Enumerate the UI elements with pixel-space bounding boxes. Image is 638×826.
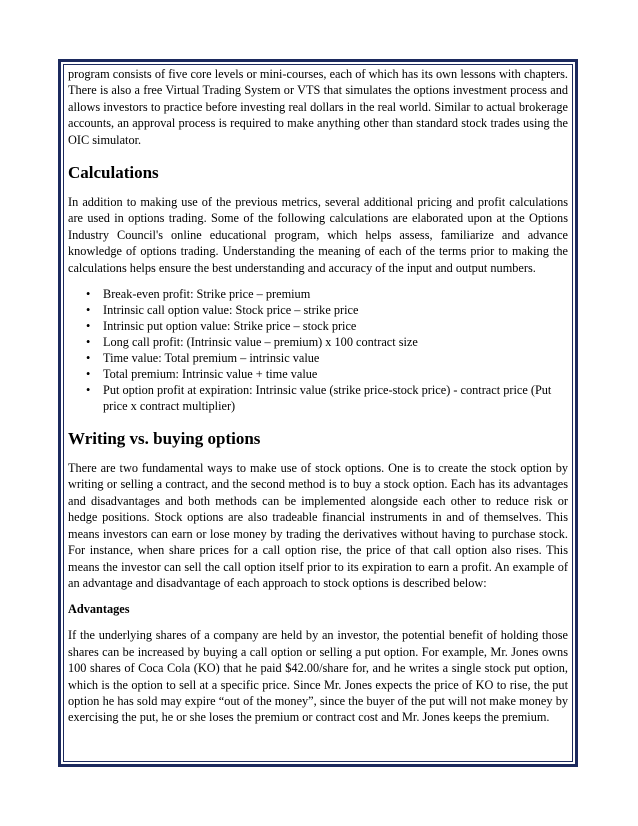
calculations-paragraph: In addition to making use of the previous metrics, several additional pricing and profit calculations are used in options trading. Some of the following calculations are elaborated upon at the Options Industry Council's online educational program, which helps assess, familiarize and advance knowledge of options trading. Understanding the meaning of each of the terms prior to making the calculations helps ensure the best understanding and accuracy of the input and output numbers. <box>68 195 568 275</box>
list-item-text: Put option profit at expiration: Intrinsic value (strike price-stock price) - contract price (Put price x contract multiplier) <box>103 383 552 414</box>
list-item <box>68 382 568 414</box>
list-item-text: Intrinsic call option value: Stock price – strike price <box>103 303 359 318</box>
list-item-text: Intrinsic put option value: Strike price – stock price <box>103 319 357 334</box>
list-item-text: Long call profit: (Intrinsic value – premium) x 100 contract size <box>103 335 418 350</box>
document-body <box>68 66 568 726</box>
calculations-list <box>68 286 568 414</box>
list-item <box>68 302 568 318</box>
list-item <box>68 366 568 382</box>
writing-vs-buying-heading: Writing vs. buying options <box>68 429 261 449</box>
bullet-icon: • <box>86 303 91 318</box>
bullet-icon: • <box>86 287 91 302</box>
bullet-icon: • <box>86 351 91 366</box>
calculations-heading: Calculations <box>68 163 159 183</box>
bullet-icon: • <box>86 367 91 382</box>
advantages-heading: Advantages <box>68 602 130 617</box>
bullet-icon: • <box>86 319 91 334</box>
list-item-text: Total premium: Intrinsic value + time value <box>103 367 318 382</box>
bullet-icon: • <box>86 383 91 398</box>
list-item <box>68 350 568 366</box>
list-item <box>68 318 568 334</box>
list-item-text: Break-even profit: Strike price – premium <box>103 287 311 302</box>
bullet-icon: • <box>86 335 91 350</box>
list-item-text: Time value: Total premium – intrinsic value <box>103 351 320 366</box>
advantages-paragraph: If the underlying shares of a company are held by an investor, the potential benefit of holding those shares can be increased by buying a call option or selling a put option. For example, Mr. Jones owns 100 shares of Coca Cola (KO) that he paid $42.00/share for, and he writes a single stock put option, which is the option to sell at a specific price. Since Mr. Jones expects the price of KO to rise, the put option he has sold may expire “out of the money”, since the buyer of the put will not make money by exercising the put, he or she loses the premium or contract cost and Mr. Jones keeps the premium. <box>68 628 568 725</box>
intro-paragraph: program consists of five core levels or mini-courses, each of which has its own lessons with chapters. There is also a free Virtual Trading System or VTS that simulates the options investment process and allows investors to practice before investing real dollars in the real world. Similar to actual brokerage accounts, an approval process is required to make anything other than standard stock trades using the OIC simulator. <box>68 67 568 147</box>
list-item <box>68 286 568 302</box>
writing-vs-buying-paragraph: There are two fundamental ways to make use of stock options. One is to create the stock option by writing or selling a contract, and the second method is to buy a stock option. Each has its advantages and disadvantages and both methods can be implemented alongside each other to reduce risk or hedge positions. Stock options are also tradeable financial instruments in and of themselves. This means investors can earn or lose money by trading the derivatives without having to purchase stock. For instance, when share prices for a call option rise, the price of that call option also rises. This means the investor can sell the call option itself prior to its expiration to earn a profit. An example of an advantage and disadvantage of each approach to stock options is described below: <box>68 461 568 590</box>
list-item <box>68 334 568 350</box>
